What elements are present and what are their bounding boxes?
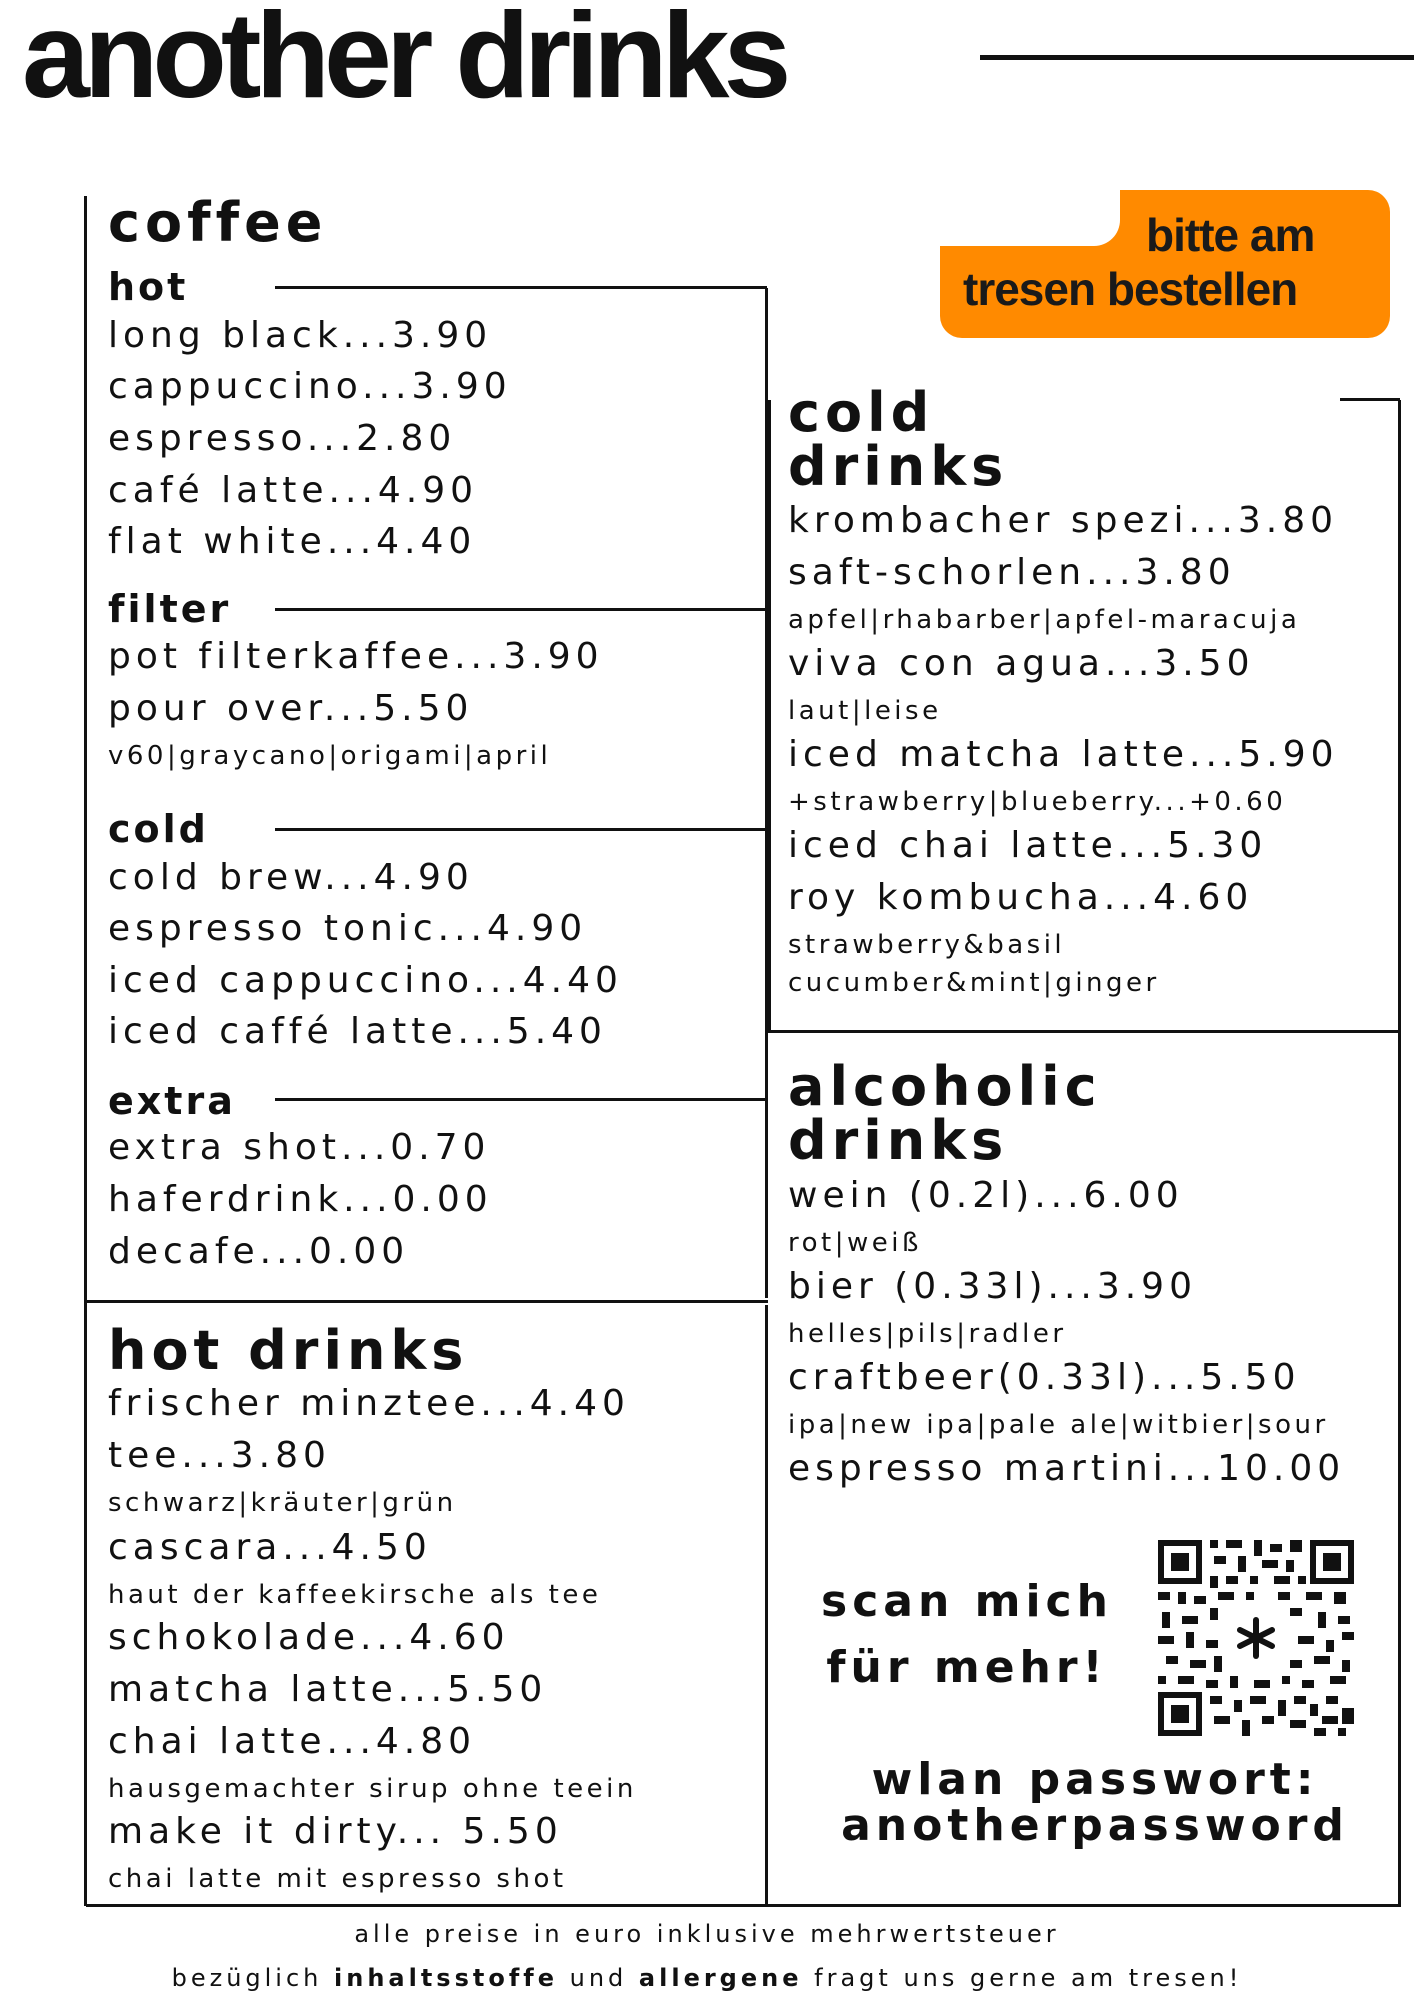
footer-text: und [558,1964,639,1992]
menu-item: espresso...2.80 [108,418,457,459]
menu-item: iced chai latte...5.30 [788,825,1268,866]
cold-drinks-bottom-rule [768,1030,1401,1033]
coffee-hot-label: hot [108,265,189,309]
menu-item-note: ipa|new ipa|pale ale|witbier|sour [788,1410,1329,1440]
alcoholic-drinks-title-line-2: drinks [788,1109,1009,1172]
menu-item: saft-schorlen...3.80 [788,552,1236,593]
menu-item-note: helles|pils|radler [788,1319,1067,1349]
menu-item-note: apfel|rhabarber|apfel-maracuja [788,605,1301,635]
menu-item: make it dirty... 5.50 [108,1811,563,1852]
menu-item-note: schwarz|kräuter|grün [108,1488,457,1518]
menu-item: flat white...4.40 [108,521,477,562]
menu-title: another drinks [22,0,786,123]
title-rule [980,55,1414,60]
menu-item: pour over...5.50 [108,688,474,729]
coffee-filter-label: filter [108,587,232,631]
coffee-title: coffee [108,191,328,254]
order-badge-line-2: tresen bestellen [963,263,1298,315]
menu-item-note: laut|leise [788,696,942,726]
menu-item: schokolade...4.60 [108,1617,510,1658]
coffee-bottom-rule [86,1300,768,1303]
menu-item: cold brew...4.90 [108,857,474,898]
coffee-hot-rule [275,286,767,289]
coffee-extra-label: extra [108,1079,236,1123]
menu-item: long black...3.90 [108,315,493,356]
right-column-border [1398,400,1401,1906]
coffee-cold-label: cold [108,807,209,851]
menu-item: krombacher spezi...3.80 [788,500,1339,541]
menu-item: cascara...4.50 [108,1527,432,1568]
footer-allergens-emphasis: allergene [638,1964,803,1992]
footer-prices-note: alle preise in euro inklusive mehrwertsteuer [354,1920,1060,1948]
menu-item-note: rot|weiß [788,1228,922,1258]
menu-item: matcha latte...5.50 [108,1669,548,1710]
center-divider [765,1305,768,1906]
menu-item: iced cappuccino...4.40 [108,960,623,1001]
coffee-filter-rule [275,608,767,611]
right-cold-border [768,400,771,1032]
alcoholic-drinks-title-line-1: alcoholic [788,1055,1102,1118]
menu-item-note: haut der kaffeekirsche als tee [108,1580,602,1610]
menu-item: extra shot...0.70 [108,1127,491,1168]
menu-item: tee...3.80 [108,1435,331,1476]
coffee-cold-rule [275,828,767,831]
menu-item: roy kombucha...4.60 [788,877,1254,918]
cold-drinks-title-line-2: drinks [788,435,1009,498]
menu-item: wein (0.2l)...6.00 [788,1175,1184,1216]
menu-item: haferdrink...0.00 [108,1179,493,1220]
menu-item-note: chai latte mit espresso shot [108,1864,567,1894]
menu-item-note: strawberry&basil [788,930,1066,960]
menu-item-note: v60|graycano|origami|april [108,741,552,771]
wifi-password-value: anotherpassword [841,1800,1349,1851]
menu-item: iced matcha latte...5.90 [788,734,1339,775]
menu-item: espresso tonic...4.90 [108,908,588,949]
menu-item-note: hausgemachter sirup ohne teein [108,1774,637,1804]
cold-drinks-title-line-1: cold [788,381,935,444]
scan-me-line-1: scan mich [821,1576,1113,1627]
footer-text: bezüglich [171,1964,335,1992]
order-badge-notch [940,190,1120,246]
menu-item-note: cucumber&mint|ginger [788,968,1160,998]
order-badge-line-1: bitte am [1146,209,1315,261]
menu-item-note: +strawberry|blueberry...+0.60 [788,787,1287,817]
menu-item: craftbeer(0.33l)...5.50 [788,1357,1301,1398]
qr-code-icon[interactable] [1158,1540,1354,1736]
wifi-password-label: wlan passwort: [871,1754,1319,1805]
scan-me-line-2: für mehr! [826,1642,1108,1693]
menu-item: chai latte...4.80 [108,1721,477,1762]
footer-allergens-note [0,1966,1414,1990]
menu-item: café latte...4.90 [108,470,479,511]
left-column-border [84,196,87,1906]
menu-item: frischer minztee...4.40 [108,1383,630,1424]
footer-text: fragt uns gerne am tresen! [802,1964,1243,1992]
menu-item: cappuccino...3.90 [108,366,512,407]
menu-item: bier (0.33l)...3.90 [788,1266,1197,1307]
menu-item: decafe...0.00 [108,1231,410,1272]
menu-item: viva con agua...3.50 [788,643,1255,684]
menu-item: espresso martini...10.00 [788,1448,1346,1489]
menu-item: iced caffé latte...5.40 [108,1011,607,1052]
coffee-extra-rule [275,1098,767,1101]
menu-item: pot filterkaffee...3.90 [108,636,604,677]
footer-ingredients-emphasis: inhaltsstoffe [334,1964,558,1992]
bottom-rule [86,1904,1401,1907]
cold-drinks-top-rule [1340,398,1400,401]
hot-drinks-title: hot drinks [108,1319,469,1382]
